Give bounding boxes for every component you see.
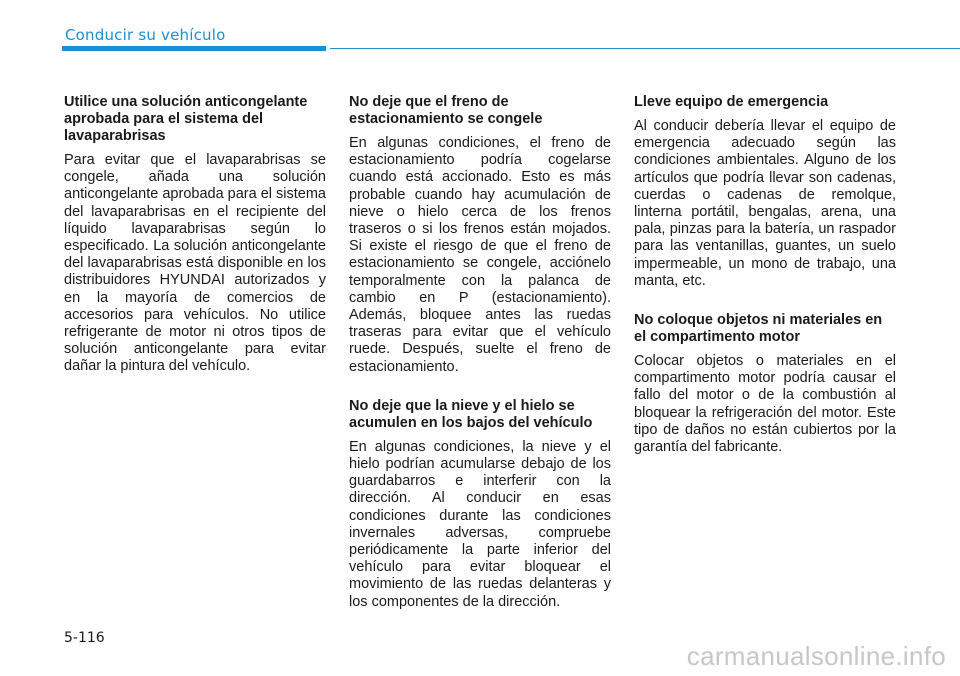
- watermark: carmanualsonline.info: [686, 641, 946, 671]
- paragraph-parking-brake: En algunas condiciones, el freno de estacionamiento podría cogelarse cuando está accionado. Esto es más probable cuando hay acumulación de nieve o hielo cerca de los frenos traseros o si los frenos están mojados. Si existe el riesgo de que el freno de estacionamiento se congele, acciónelo temporalmente con la palanca de cambio en P (estacionamiento). Además, bloquee antes las ruedas traseras para evitar que el vehículo ruede. Después, suelte el freno de estacionamiento.: [349, 135, 611, 375]
- paragraph-snow-ice: En algunas condiciones, la nieve y el hielo podrían acumularse debajo de los guardabarros e interferir con la dirección. Al conducir en esas condiciones durante las condiciones invernales adversas, compruebe periódicamente la parte inferior del vehículo para evitar bloquear el movimiento de las ruedas delanteras y los componentes de la dirección.: [349, 438, 611, 610]
- column-left: [64, 94, 326, 376]
- heading-emergency-equipment: Lleve equipo de emergencia: [634, 94, 829, 110]
- section-title: Conducir su vehículo: [65, 26, 226, 44]
- paragraph-engine-compartment: Colocar objetos o materiales en el compartimento motor podría causar el fallo del motor o de la combustión al bloquear la refrigeración del motor. Este tipo de daños no están cubiertos por la garantía del fabricante.: [634, 353, 896, 456]
- paragraph-washer-antifreeze: Para evitar que el lavaparabrisas se congele, añada una solución anticongelante aprobada para el sistema del lavaparabrisas en el recipiente del líquido lavaparabrisas según lo especificado. La solución anticongelante del lavaparabrisas está disponible en los distribuidores HYUNDAI autorizados y en la mayoría de comercios de accesorios para vehículos. No utilice refrigerante de motor ni otros tipos de solución anticongelante para evitar dañar la pintura del vehículo.: [64, 152, 326, 375]
- header-rule-thick: [62, 46, 326, 51]
- column-middle: [349, 94, 611, 611]
- heading-parking-brake: No deje que el freno de estacionamiento se congele: [349, 94, 543, 127]
- heading-engine-compartment: No coloque objetos ni materiales en el compartimento motor: [634, 312, 883, 346]
- header-rule-thin: [330, 48, 960, 49]
- paragraph-emergency-equipment: Al conducir debería llevar el equipo de emergencia adecuado según las condiciones ambientales. Alguno de los artículos que podría llevar son cadenas, cuerdas o cadenas de remolque, linterna portátil, bengalas, arena, una pala, pinzas para la batería, un raspador para las ventanillas, guantes, un suelo impermeable, un mono de trabajo, una manta, etc.: [634, 118, 896, 289]
- heading-washer-antifreeze: Utilice una solución anticongelante aprobada para el sistema del lavaparabrisas: [64, 94, 308, 144]
- heading-snow-ice: No deje que la nieve y el hielo se acumulen en los bajos del vehículo: [349, 397, 593, 431]
- column-right: [634, 94, 896, 456]
- page-number: 5-116: [64, 630, 105, 646]
